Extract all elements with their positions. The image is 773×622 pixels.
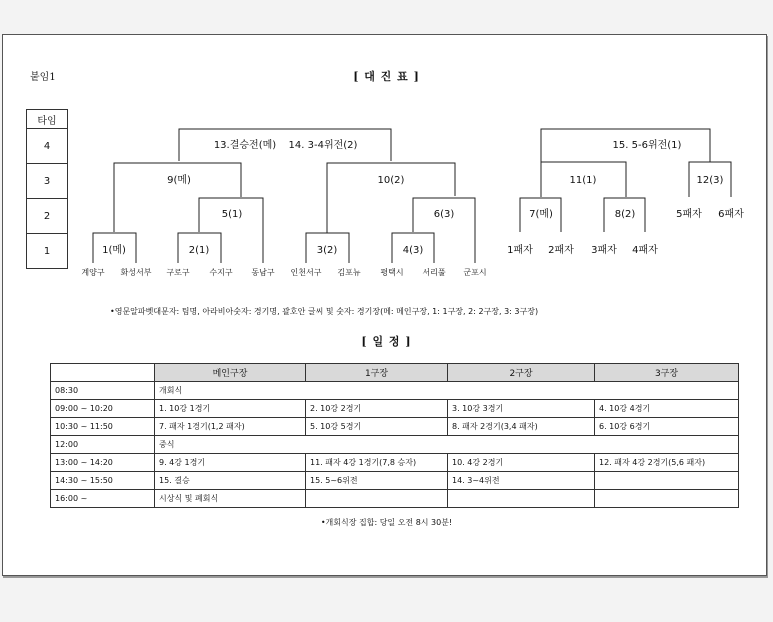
team-name: 서리풀 bbox=[422, 268, 446, 277]
game-cell: 2. 10강 2경기 bbox=[306, 400, 448, 418]
match-label: 5(1) bbox=[221, 209, 243, 220]
assembly-note: •개회식장 집합: 당일 오전 8시 30분! bbox=[320, 518, 453, 527]
round-label: 2 bbox=[27, 199, 68, 234]
table-header-row bbox=[51, 364, 739, 382]
game-cell: 9. 4강 1경기 bbox=[155, 454, 306, 472]
game-cell: 7. 패자 1경기(1,2 패자) bbox=[155, 418, 306, 436]
match-label: 8(2) bbox=[614, 209, 636, 220]
game-cell bbox=[306, 490, 448, 508]
game-cell: 5. 10강 5경기 bbox=[306, 418, 448, 436]
game-cell: 3. 10강 3경기 bbox=[448, 400, 595, 418]
event-cell: 중식 bbox=[155, 436, 739, 454]
column-header: 2구장 bbox=[448, 364, 595, 382]
game-cell: 10. 4강 2경기 bbox=[448, 454, 595, 472]
team-name: 김포뉴 bbox=[337, 268, 361, 277]
table-row bbox=[51, 454, 739, 472]
team-name: 동남구 bbox=[251, 268, 275, 277]
time-cell: 16:00 ~ bbox=[51, 490, 155, 508]
match-label: 7(메) bbox=[529, 209, 553, 220]
game-cell: 11. 패자 4강 1경기(7,8 승자) bbox=[306, 454, 448, 472]
team-name: 계양구 bbox=[81, 268, 105, 277]
table-row bbox=[51, 382, 739, 400]
time-cell: 13:00 ~ 14:20 bbox=[51, 454, 155, 472]
match-label: 3(2) bbox=[316, 245, 338, 256]
loser-label: 1패자 bbox=[507, 245, 533, 256]
match-label: 9(메) bbox=[167, 175, 191, 186]
team-name: 수지구 bbox=[209, 268, 233, 277]
time-cell: 09:00 ~ 10:20 bbox=[51, 400, 155, 418]
bracket-title: [ 대 진 표 ] bbox=[353, 70, 420, 83]
table-row bbox=[51, 418, 739, 436]
team-name: 군포시 bbox=[463, 268, 487, 277]
column-header: 1구장 bbox=[306, 364, 448, 382]
time-cell: 08:30 bbox=[51, 382, 155, 400]
table-row bbox=[51, 490, 739, 508]
match-label: 13.결승전(메) bbox=[213, 140, 277, 151]
team-name: 구로구 bbox=[166, 268, 190, 277]
time-cell: 10:30 ~ 11:50 bbox=[51, 418, 155, 436]
team-name: 화성서부 bbox=[120, 268, 152, 277]
game-cell: 8. 패자 2경기(3,4 패자) bbox=[448, 418, 595, 436]
match-label: 2(1) bbox=[188, 245, 210, 256]
loser-label: 3패자 bbox=[591, 245, 617, 256]
round-label: 4 bbox=[27, 129, 68, 164]
column-header bbox=[51, 364, 155, 382]
match-label: 6(3) bbox=[433, 209, 455, 220]
match-label: 14. 3-4위전(2) bbox=[288, 140, 358, 151]
loser-label: 6패자 bbox=[718, 209, 744, 220]
round-header: 타임 bbox=[27, 110, 68, 129]
game-cell: 14. 3~4위전 bbox=[448, 472, 595, 490]
loser-label: 2패자 bbox=[548, 245, 574, 256]
game-cell: 1. 10강 1경기 bbox=[155, 400, 306, 418]
match-label: 10(2) bbox=[377, 175, 405, 186]
game-cell bbox=[448, 490, 595, 508]
game-cell: 12. 패자 4강 2경기(5,6 패자) bbox=[595, 454, 739, 472]
column-header: 메인구장 bbox=[155, 364, 306, 382]
loser-label: 5패자 bbox=[676, 209, 702, 220]
game-cell bbox=[595, 472, 739, 490]
loser-label: 4패자 bbox=[632, 245, 658, 256]
team-name: 평택시 bbox=[380, 268, 404, 277]
game-cell: 시상식 및 폐회식 bbox=[155, 490, 306, 508]
schedule-table bbox=[50, 363, 739, 508]
game-cell: 4. 10강 4경기 bbox=[595, 400, 739, 418]
match-label: 15. 5-6위전(1) bbox=[612, 140, 682, 151]
team-name: 인천서구 bbox=[290, 268, 322, 277]
table-row bbox=[51, 472, 739, 490]
round-label: 3 bbox=[27, 164, 68, 199]
round-label: 1 bbox=[27, 234, 68, 269]
schedule-title: [ 일 정 ] bbox=[361, 335, 412, 348]
event-cell: 개회식 bbox=[155, 382, 739, 400]
match-label: 1(메) bbox=[102, 245, 126, 256]
table-row bbox=[51, 400, 739, 418]
table-row bbox=[51, 436, 739, 454]
game-cell: 15. 결승 bbox=[155, 472, 306, 490]
game-cell bbox=[595, 490, 739, 508]
game-cell: 15. 5~6위전 bbox=[306, 472, 448, 490]
match-label: 4(3) bbox=[402, 245, 424, 256]
time-cell: 14:30 ~ 15:50 bbox=[51, 472, 155, 490]
match-label: 12(3) bbox=[696, 175, 724, 186]
legend-note: •영문알파벳대문자: 팀명, 아라비아숫자: 경기명, 괄호안 글씨 및 숫자: 경기장(메: 메인구장, 1: 1구장, 2: 2구장, 3: 3구장) bbox=[110, 307, 539, 316]
attachment-label: 붙임1 bbox=[30, 72, 56, 83]
column-header: 3구장 bbox=[595, 364, 739, 382]
game-cell: 6. 10강 6경기 bbox=[595, 418, 739, 436]
time-cell: 12:00 bbox=[51, 436, 155, 454]
match-label: 11(1) bbox=[569, 175, 597, 186]
